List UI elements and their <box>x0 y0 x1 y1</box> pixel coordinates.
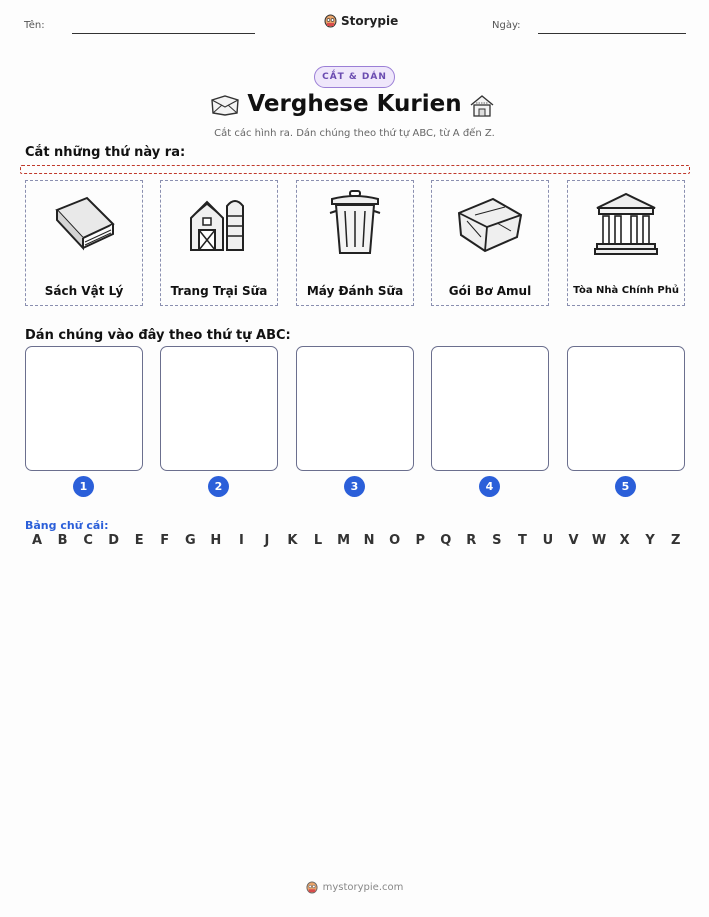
storypie-mascot-icon <box>324 13 337 28</box>
instructions: Cắt các hình ra. Dán chúng theo thứ tự ABC, từ A đến Z. <box>214 128 495 139</box>
alphabet-letter: X <box>619 533 630 548</box>
brand-name: Storypie <box>341 13 399 28</box>
name-line[interactable] <box>72 33 255 34</box>
alphabet-letter: O <box>389 533 401 548</box>
cut-card-label: Tòa Nhà Chính Phủ <box>573 285 679 296</box>
footer <box>0 880 709 894</box>
alphabet-letter: J <box>264 533 270 548</box>
alphabet-letter: A <box>31 533 43 548</box>
alphabet-letter: V <box>568 533 579 548</box>
cut-card-label: Gói Bơ Amul <box>448 284 532 298</box>
alphabet-letter: U <box>542 533 554 548</box>
alphabet-letter: W <box>591 533 607 548</box>
book-icon <box>49 192 119 254</box>
alphabet-letter: P <box>415 533 425 548</box>
alphabet-letter: S <box>492 533 502 548</box>
paste-slot-4[interactable] <box>431 346 549 471</box>
alphabet-row <box>25 533 688 548</box>
trash-can-icon <box>328 189 382 257</box>
cut-card-milking-machine[interactable] <box>296 180 414 306</box>
name-label: Tên: <box>24 20 45 31</box>
alphabet-letter: R <box>466 533 477 548</box>
alphabet-letter: L <box>313 533 323 548</box>
cut-card-label: Trang Trại Sữa <box>170 284 268 298</box>
government-building-icon <box>593 190 659 256</box>
footer-site-link[interactable]: mystorypie.com <box>322 881 404 893</box>
brand-logo <box>324 13 398 28</box>
cut-heading: Cắt những thứ này ra: <box>25 145 186 160</box>
alphabet-letter: G <box>184 533 196 548</box>
cut-card-physics-book[interactable] <box>25 180 143 306</box>
slot-number-5: 5 <box>615 476 636 497</box>
cut-card-label: Sách Vật Lý <box>44 284 124 298</box>
paste-slot-5[interactable] <box>567 346 685 471</box>
alphabet-letter: C <box>83 533 93 548</box>
alphabet-letter: Q <box>440 533 452 548</box>
page-title: Verghese Kurien <box>247 91 462 117</box>
alphabet-letter: K <box>287 533 298 548</box>
slot-number-3: 3 <box>344 476 365 497</box>
paste-slot-1[interactable] <box>25 346 143 471</box>
alphabet-letter: Y <box>645 533 655 548</box>
alphabet-letter: E <box>134 533 144 548</box>
activity-badge: CẮT & DÁN <box>314 66 395 88</box>
storypie-mascot-icon <box>306 880 318 894</box>
hut-icon <box>468 93 496 119</box>
cut-line <box>20 165 690 174</box>
date-label: Ngày: <box>492 20 521 31</box>
slot-number-1: 1 <box>73 476 94 497</box>
barn-icon <box>187 192 251 254</box>
cut-card-dairy-farm[interactable] <box>160 180 278 306</box>
cut-card-amul-butter[interactable] <box>431 180 549 306</box>
alphabet-letter: M <box>337 533 351 548</box>
cut-card-label: Máy Đánh Sữa <box>306 284 404 298</box>
cut-card-government-building[interactable] <box>567 180 685 306</box>
alphabet-letter: I <box>238 533 244 548</box>
alphabet-letter: H <box>210 533 222 548</box>
paste-heading: Dán chúng vào đây theo thứ tự ABC: <box>25 328 291 343</box>
date-line[interactable] <box>538 33 686 34</box>
slot-number-2: 2 <box>208 476 229 497</box>
butter-package-icon <box>455 193 525 253</box>
alphabet-letter: F <box>160 533 170 548</box>
alphabet-letter: Z <box>670 533 681 548</box>
paste-slot-3[interactable] <box>296 346 414 471</box>
alphabet-heading: Bảng chữ cái: <box>25 519 109 532</box>
alphabet-letter: D <box>108 533 120 548</box>
alphabet-letter: T <box>517 533 527 548</box>
alphabet-letter: N <box>363 533 375 548</box>
slot-number-4: 4 <box>479 476 500 497</box>
paste-slot-2[interactable] <box>160 346 278 471</box>
alphabet-letter: B <box>57 533 68 548</box>
